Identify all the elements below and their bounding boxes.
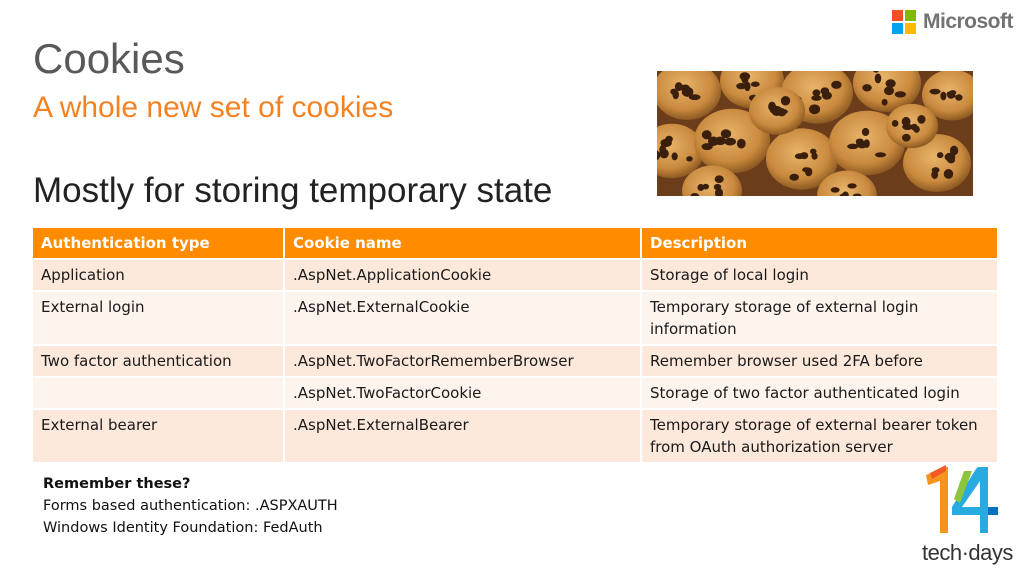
cookie-name-cell: .AspNet.TwoFactorRememberBrowser: [284, 345, 641, 377]
microsoft-windows-icon: [892, 10, 916, 34]
table-row: [33, 345, 997, 377]
auth-type-cell: [33, 377, 284, 409]
table-row: [33, 409, 997, 462]
auth-type-cell: Two factor authentication: [33, 345, 284, 377]
column-header: Description: [641, 228, 997, 259]
legacy-cookies-note: [43, 473, 338, 539]
cookies-photo: [657, 71, 973, 196]
note-line: Forms based authentication: .ASPXAUTH: [43, 498, 338, 514]
cookie-name-cell: .AspNet.ExternalCookie: [284, 291, 641, 345]
auth-type-cell: External login: [33, 291, 284, 345]
slide-title: Cookies: [33, 35, 185, 82]
description-cell: Temporary storage of external login information: [641, 291, 997, 345]
microsoft-logo: [892, 9, 1013, 35]
note-heading: Remember these?: [43, 476, 191, 492]
table-row: [33, 377, 997, 409]
table-header-row: [33, 228, 997, 259]
description-cell: Storage of two factor authenticated login: [641, 377, 997, 409]
description-cell: Storage of local login: [641, 259, 997, 291]
description-cell: Remember browser used 2FA before: [641, 345, 997, 377]
auth-type-cell: Application: [33, 259, 284, 291]
auth-type-cell: External bearer: [33, 409, 284, 462]
note-line: Windows Identity Foundation: FedAuth: [43, 520, 323, 536]
column-header: Cookie name: [284, 228, 641, 259]
cookie-table: [33, 228, 997, 462]
microsoft-wordmark: Microsoft: [923, 10, 1013, 33]
column-header: Authentication type: [33, 228, 284, 259]
cookie-name-cell: .AspNet.TwoFactorCookie: [284, 377, 641, 409]
cookie-name-cell: .AspNet.ExternalBearer: [284, 409, 641, 462]
table-row: [33, 259, 997, 291]
cookie-name-cell: .AspNet.ApplicationCookie: [284, 259, 641, 291]
slide-heading: Mostly for storing temporary state: [33, 171, 553, 210]
techdays-wordmark: tech·days: [922, 540, 1013, 565]
table-row: [33, 291, 997, 345]
description-cell: Temporary storage of external bearer token from OAuth authorization server: [641, 409, 997, 462]
slide-subtitle: A whole new set of cookies: [33, 91, 394, 124]
